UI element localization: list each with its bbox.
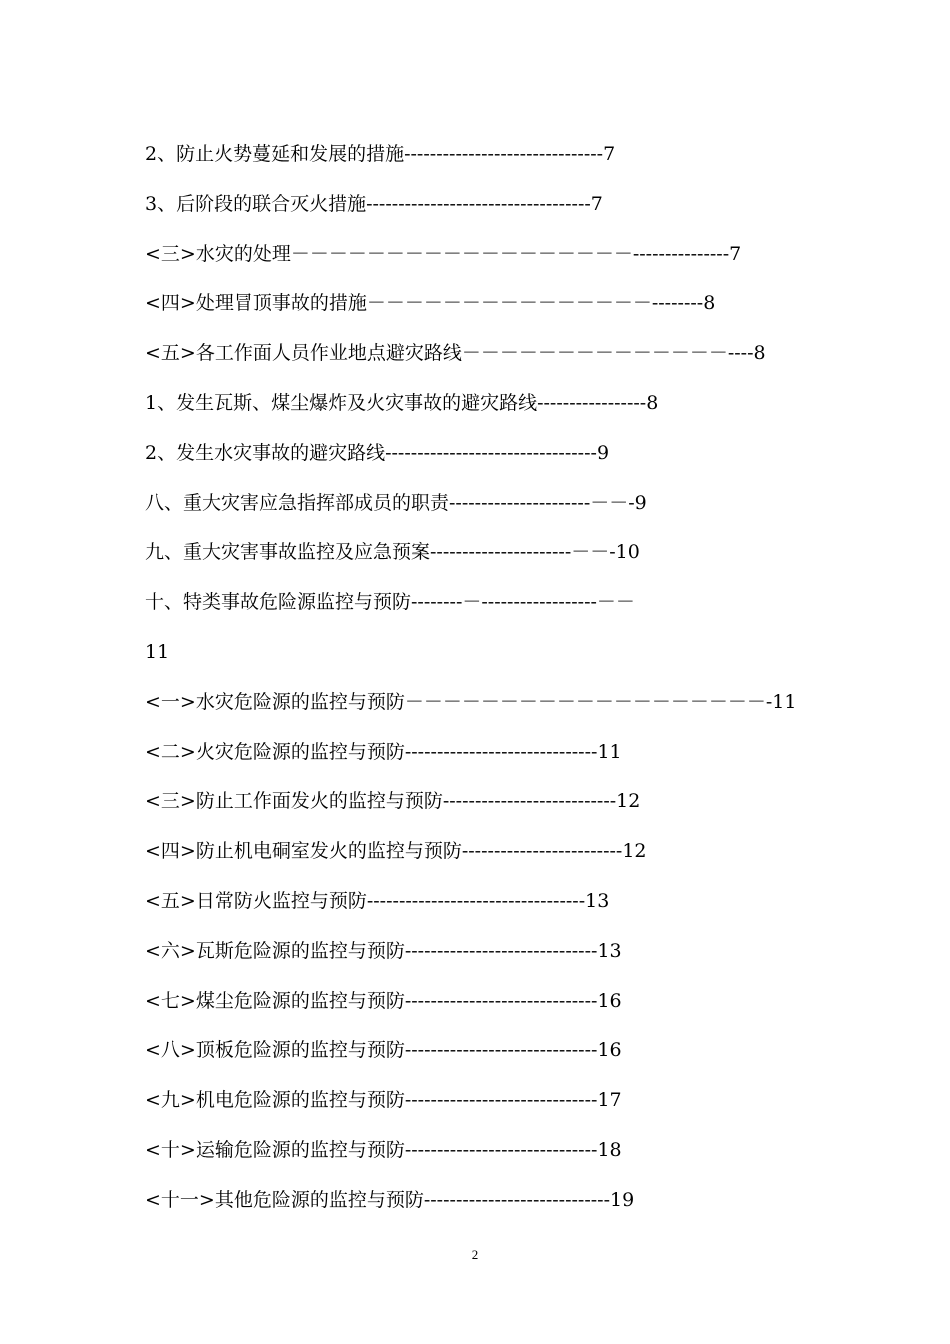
toc-entry: <七>煤尘危险源的监控与预防------------------------------16	[145, 989, 622, 1012]
toc-entry: <十>运输危险源的监控与预防------------------------------18	[145, 1138, 622, 1161]
toc-entry: <六>瓦斯危险源的监控与预防------------------------------13	[145, 939, 622, 962]
toc-entry: 2、防止火势蔓延和发展的措施-------------------------------7	[145, 143, 616, 165]
toc-entry: <五>各工作面人员作业地点避灾路线－－－－－－－－－－－－－－----8	[145, 342, 766, 365]
table-of-contents	[145, 130, 807, 1226]
toc-entry: 八、重大灾害应急指挥部成员的职责----------------------－－-9	[145, 491, 647, 514]
toc-entry: <八>顶板危险源的监控与预防------------------------------16	[145, 1039, 622, 1062]
toc-entry-continuation: 11	[145, 640, 170, 663]
toc-entry: <十一>其他危险源的监控与预防-----------------------------19	[145, 1188, 635, 1211]
toc-entry: 2、发生水灾事故的避灾路线---------------------------------9	[145, 441, 610, 464]
toc-entry: <五>日常防火监控与预防----------------------------------13	[145, 889, 610, 912]
toc-entry: 3、后阶段的联合灭火措施-----------------------------------7	[145, 192, 603, 215]
toc-entry: 1、发生瓦斯、煤尘爆炸及火灾事故的避灾路线-----------------8	[145, 391, 659, 414]
toc-entry: <四>处理冒顶事故的措施－－－－－－－－－－－－－－－--------8	[145, 292, 716, 315]
toc-entry: <三>防止工作面发火的监控与预防---------------------------12	[145, 790, 641, 813]
toc-entry: <一>水灾危险源的监控与预防－－－－－－－－－－－－－－－－－－－-11	[145, 690, 797, 713]
page-number: 2	[471, 1247, 479, 1262]
toc-entry: <二>火灾危险源的监控与预防------------------------------11	[145, 740, 622, 763]
toc-entry: 九、重大灾害事故监控及应急预案----------------------－－-10	[145, 541, 640, 564]
toc-entry: <四>防止机电硐室发火的监控与预防-------------------------12	[145, 840, 647, 863]
toc-entry: 十、特类事故危险源监控与预防--------－------------------－－	[145, 591, 635, 614]
toc-entry: <九>机电危险源的监控与预防------------------------------17	[145, 1089, 622, 1112]
toc-entry: <三>水灾的处理－－－－－－－－－－－－－－－－－－---------------7	[145, 242, 742, 265]
